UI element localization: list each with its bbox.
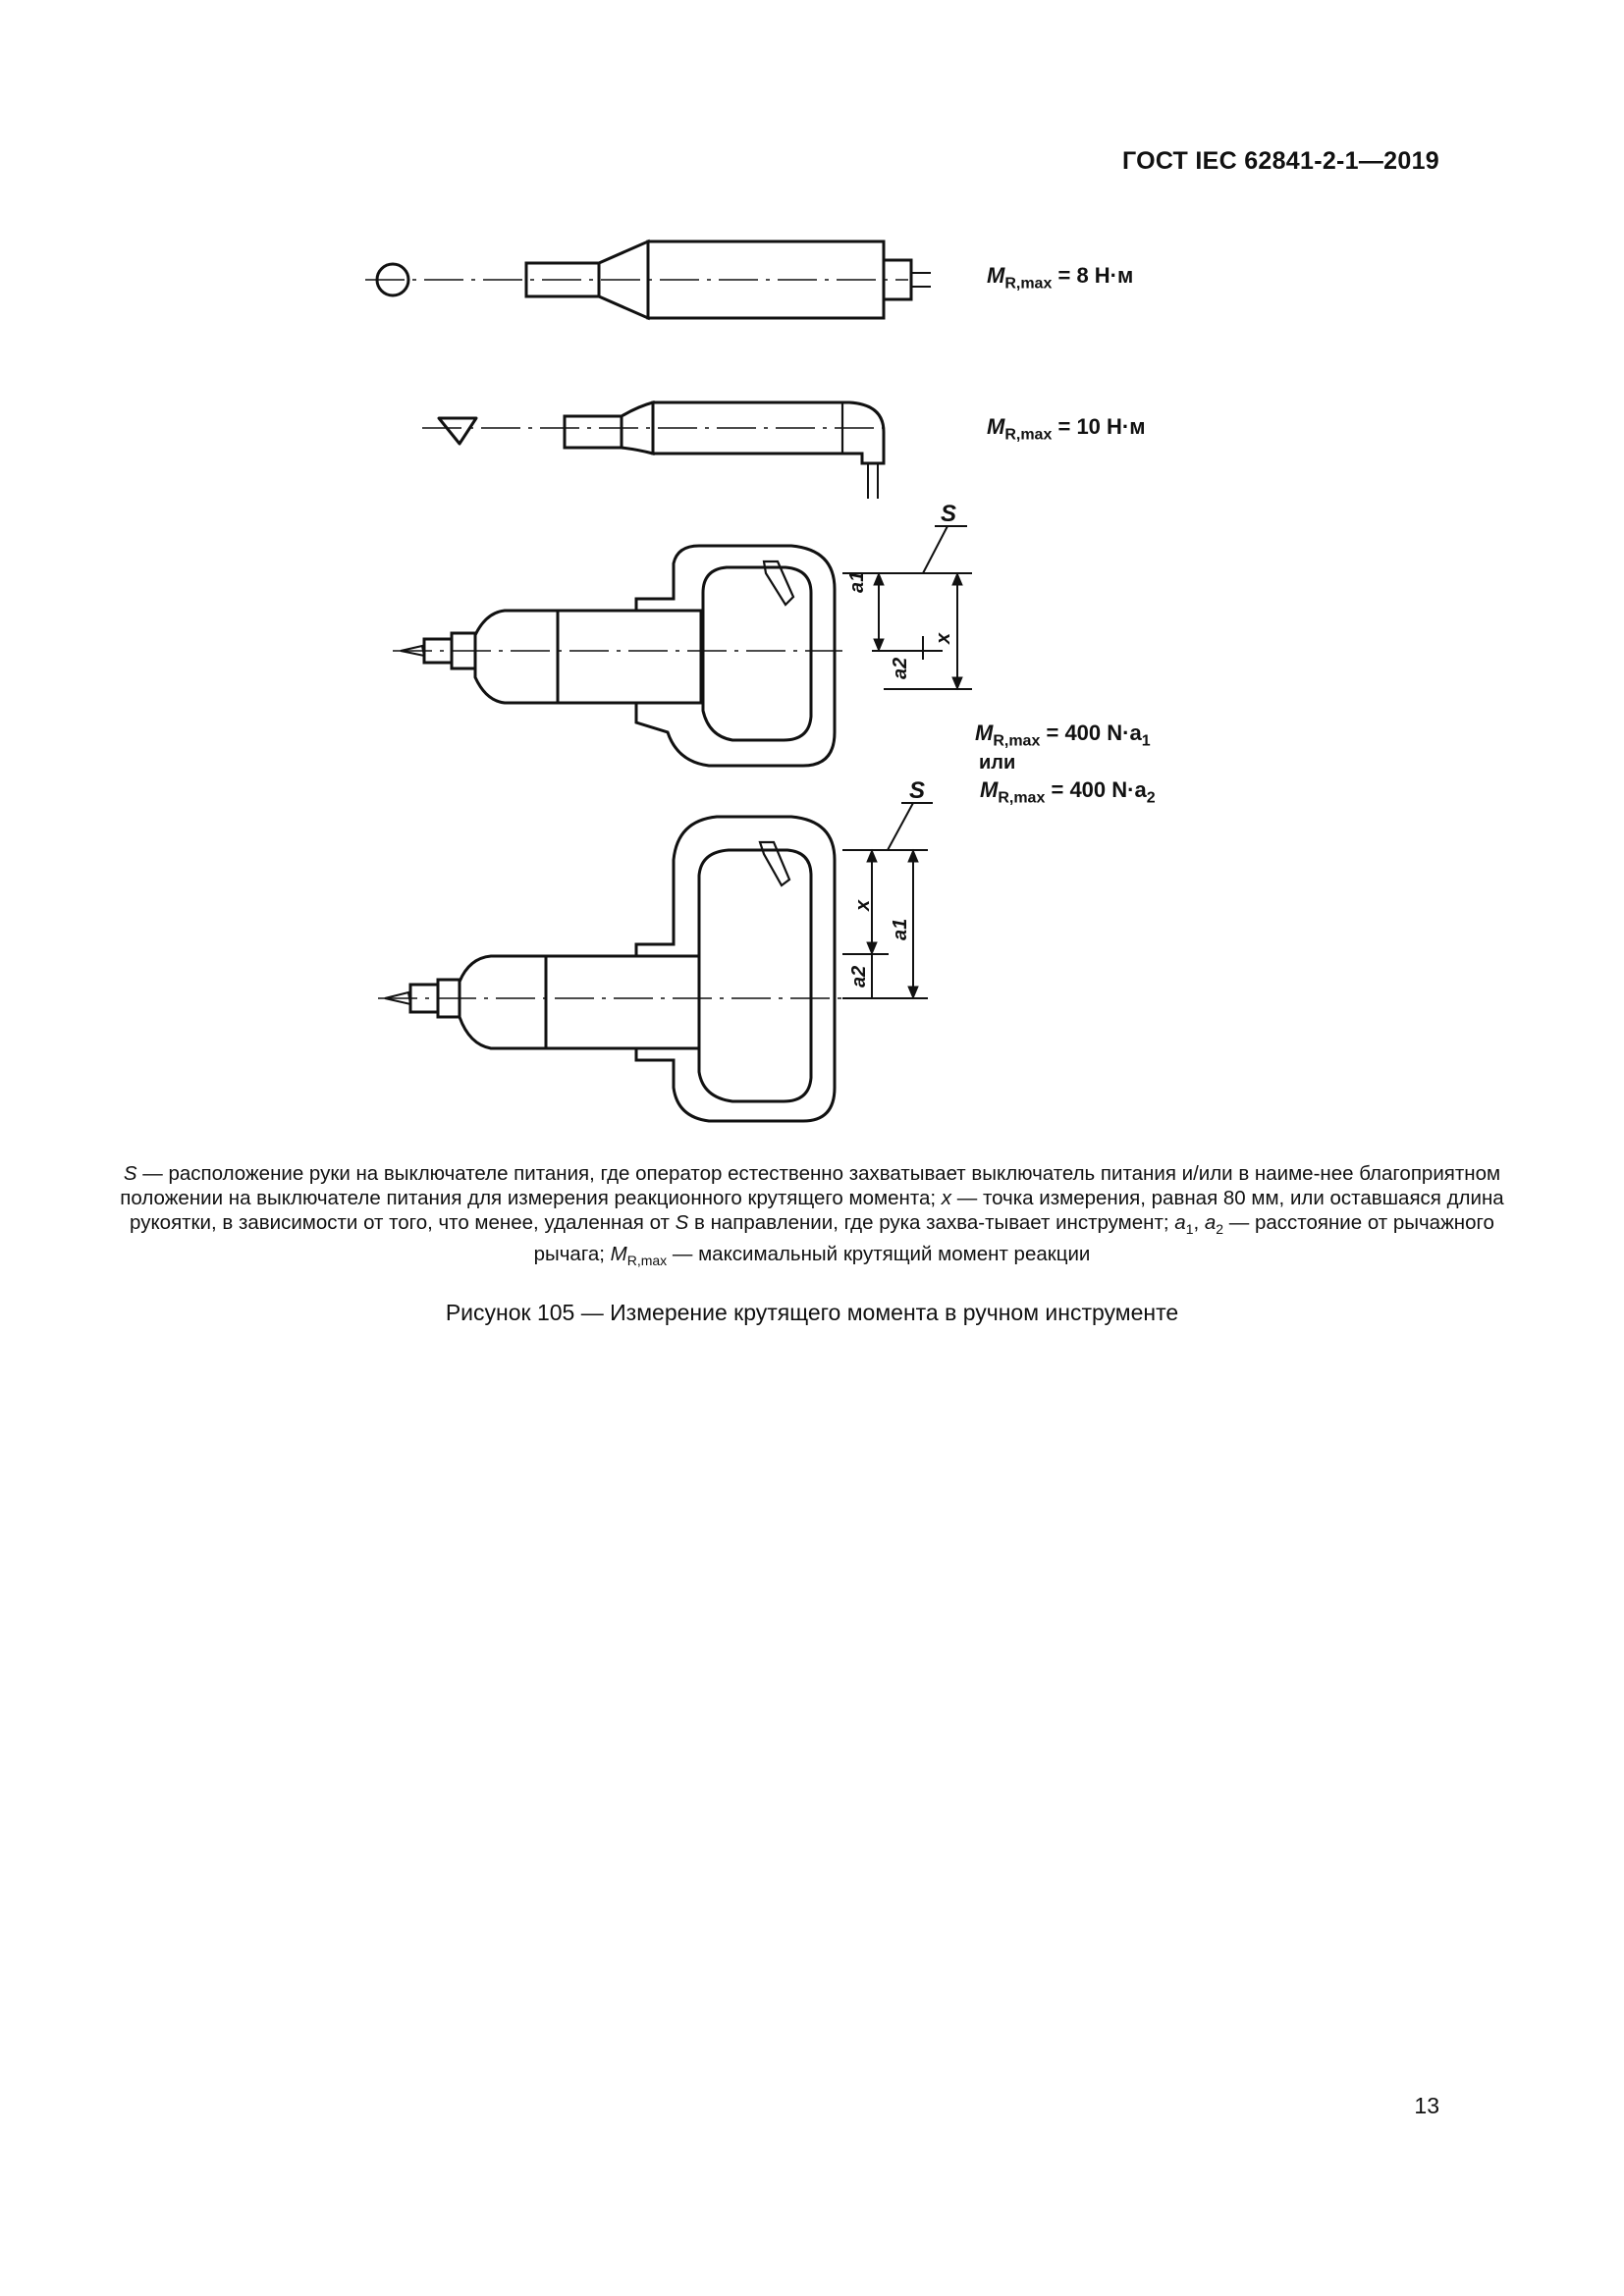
tool-3-formula-1: $M_{R,max} = 400$ $N\cdot a_1$	[975, 721, 1151, 750]
tool-3-body	[558, 611, 701, 703]
tool-3-nose	[475, 611, 558, 703]
tool-3-a1-label: a1	[846, 570, 868, 593]
tool-3-dim-arrows	[874, 573, 962, 689]
tool-4-pistol	[378, 803, 933, 1121]
tool-2-section-triangle	[439, 418, 476, 444]
tool-1-torque-label: $M_{R,max} = 8$ Н·м	[987, 263, 1134, 293]
tool-2-angled	[422, 402, 884, 499]
tool-4-x-label: x	[852, 899, 874, 911]
tool-2-torque-label: $M_{R,max} = 10$ Н·м	[987, 414, 1146, 444]
document-header: ГОСТ IEC 62841-2-1—2019	[1121, 147, 1439, 175]
tool-1-straight	[365, 241, 931, 318]
figure-legend: S — расположение руки на выключателе питания, где оператор естественно захватывает выключатель питания и/или в наиме-нее благоприятном положении на выключателе питания для измерения реакционного крутящего момента; x — точка измерения, равная 80 мм, или оставшаяся длина рукоятки, в зависимости от того, что менее, удаленная от S в направлении, где рука захва-тывает инструмент; $a_1$, $a_2$ — расстояние от рычажного рычага; $M_{R,max}$ — максимальный крутящий момент реакции	[120, 1162, 1504, 1269]
tool-3-x-label: x	[933, 632, 954, 644]
tool-4-handle-outer	[636, 817, 835, 1121]
tool-4-s-leader	[888, 803, 913, 850]
tool-3-handle-inner	[703, 567, 811, 740]
page-number: 13	[1414, 2093, 1439, 2118]
tool-4-s-label: S	[909, 777, 926, 804]
tool-4-a2-label: a2	[848, 965, 870, 988]
tool-2-bit	[565, 416, 622, 448]
tool-3-or-text: или	[979, 752, 1016, 774]
tool-3-formula-2: $M_{R,max} = 400$ $N\cdot a_2$	[980, 777, 1156, 807]
tool-3-a2-label: a2	[890, 657, 911, 679]
tool-4-a1-label: a1	[890, 918, 911, 940]
tool-2-body	[653, 402, 884, 463]
tool-4-handle-inner	[699, 850, 811, 1101]
tool-3-pistol	[393, 526, 972, 766]
tool-3-s-label: S	[941, 501, 957, 527]
tool-4-nose	[460, 956, 546, 1048]
figure-caption: Рисунок 105 — Измерение крутящего момента в ручном инструменте	[445, 1300, 1179, 1325]
tool-4-body	[546, 956, 699, 1048]
tool-3-s-leader	[923, 526, 947, 573]
